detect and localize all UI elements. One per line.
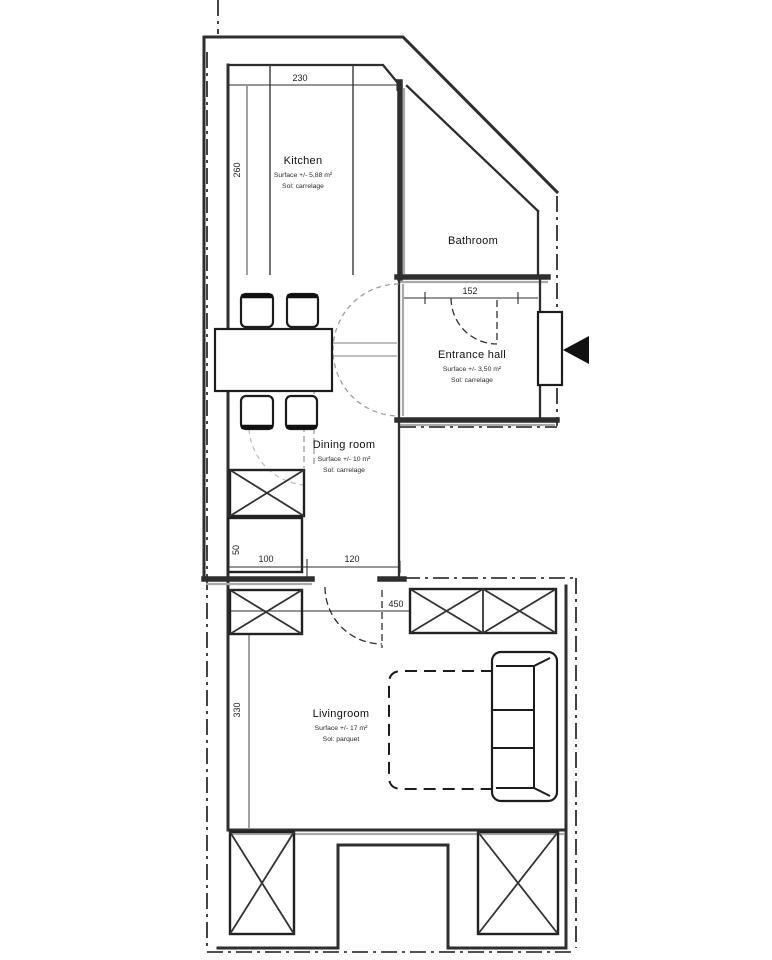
entrance-arrow-icon bbox=[563, 336, 589, 364]
bottom-bay-section bbox=[218, 832, 566, 948]
bathroom-diagonal-wall bbox=[407, 86, 538, 211]
bathroom-room bbox=[397, 86, 548, 304]
dining-floor-label: Sol: carrelage bbox=[323, 467, 365, 474]
chair-seat bbox=[241, 294, 273, 327]
dining-entrance-door-arc bbox=[333, 284, 399, 416]
dining-chair bbox=[241, 396, 273, 429]
dining-chair bbox=[286, 396, 317, 429]
dim-label-closet-depth: 50 bbox=[231, 544, 241, 556]
bay-recess-walls bbox=[338, 845, 448, 948]
kitchen-surface-label: Surface +/- 5,88 m² bbox=[273, 172, 333, 179]
chair-seat bbox=[286, 396, 317, 429]
kitchen-room-label: Kitchen bbox=[283, 155, 323, 167]
livingroom-room bbox=[228, 586, 566, 946]
chair-seat bbox=[287, 294, 318, 327]
kitchen-top-wall bbox=[228, 65, 397, 82]
dim-label-bathroom-width: 152 bbox=[462, 286, 478, 296]
chair-seat bbox=[241, 396, 273, 429]
living-door-arc bbox=[325, 587, 382, 644]
entrance-room-label: Entrance hall bbox=[437, 349, 507, 361]
livingroom-surface-label: Surface +/- 17 m² bbox=[314, 725, 368, 732]
sofa-body bbox=[492, 652, 557, 801]
window-crossbox bbox=[230, 832, 294, 934]
entrance-door-leaf bbox=[538, 312, 562, 385]
closet-door-arc bbox=[249, 429, 306, 485]
window-crossbox bbox=[410, 589, 556, 633]
dining-chair bbox=[287, 294, 318, 327]
bathroom-room-label: Bathroom bbox=[447, 235, 499, 247]
dim-label-closet-width: 100 bbox=[258, 554, 274, 564]
livingroom-floor-label: Sol: parquet bbox=[322, 736, 360, 743]
dining-room-label: Dining room bbox=[312, 439, 376, 451]
dining-room bbox=[204, 284, 404, 584]
entrance-floor-label: Sol: carrelage bbox=[451, 377, 493, 384]
property-boundary-lines bbox=[207, 0, 576, 952]
entrance-surface-label: Surface +/- 3,50 m² bbox=[442, 366, 502, 373]
dining-table bbox=[215, 329, 332, 391]
dim-label-living-depth: 330 bbox=[232, 702, 242, 718]
kitchen-floor-label: Sol: carrelage bbox=[282, 183, 324, 190]
dim-label-living-width: 450 bbox=[388, 599, 404, 609]
dining-chair bbox=[241, 294, 273, 327]
window-crossbox bbox=[478, 832, 558, 934]
entrance-hall-room bbox=[397, 278, 589, 425]
livingroom-room-label: Livingroom bbox=[312, 708, 370, 720]
window-crossbox bbox=[230, 590, 302, 634]
sofa bbox=[389, 652, 557, 801]
storage-crossbox bbox=[230, 470, 304, 516]
bathroom-door-arc bbox=[451, 298, 497, 344]
dim-label-kitchen-width: 230 bbox=[292, 73, 308, 83]
sofa-bed-outline bbox=[389, 671, 493, 789]
dim-label-dining-opening: 120 bbox=[344, 554, 360, 564]
dim-label-kitchen-depth: 260 bbox=[232, 162, 242, 178]
dining-surface-label: Surface +/- 10 m² bbox=[317, 456, 371, 463]
